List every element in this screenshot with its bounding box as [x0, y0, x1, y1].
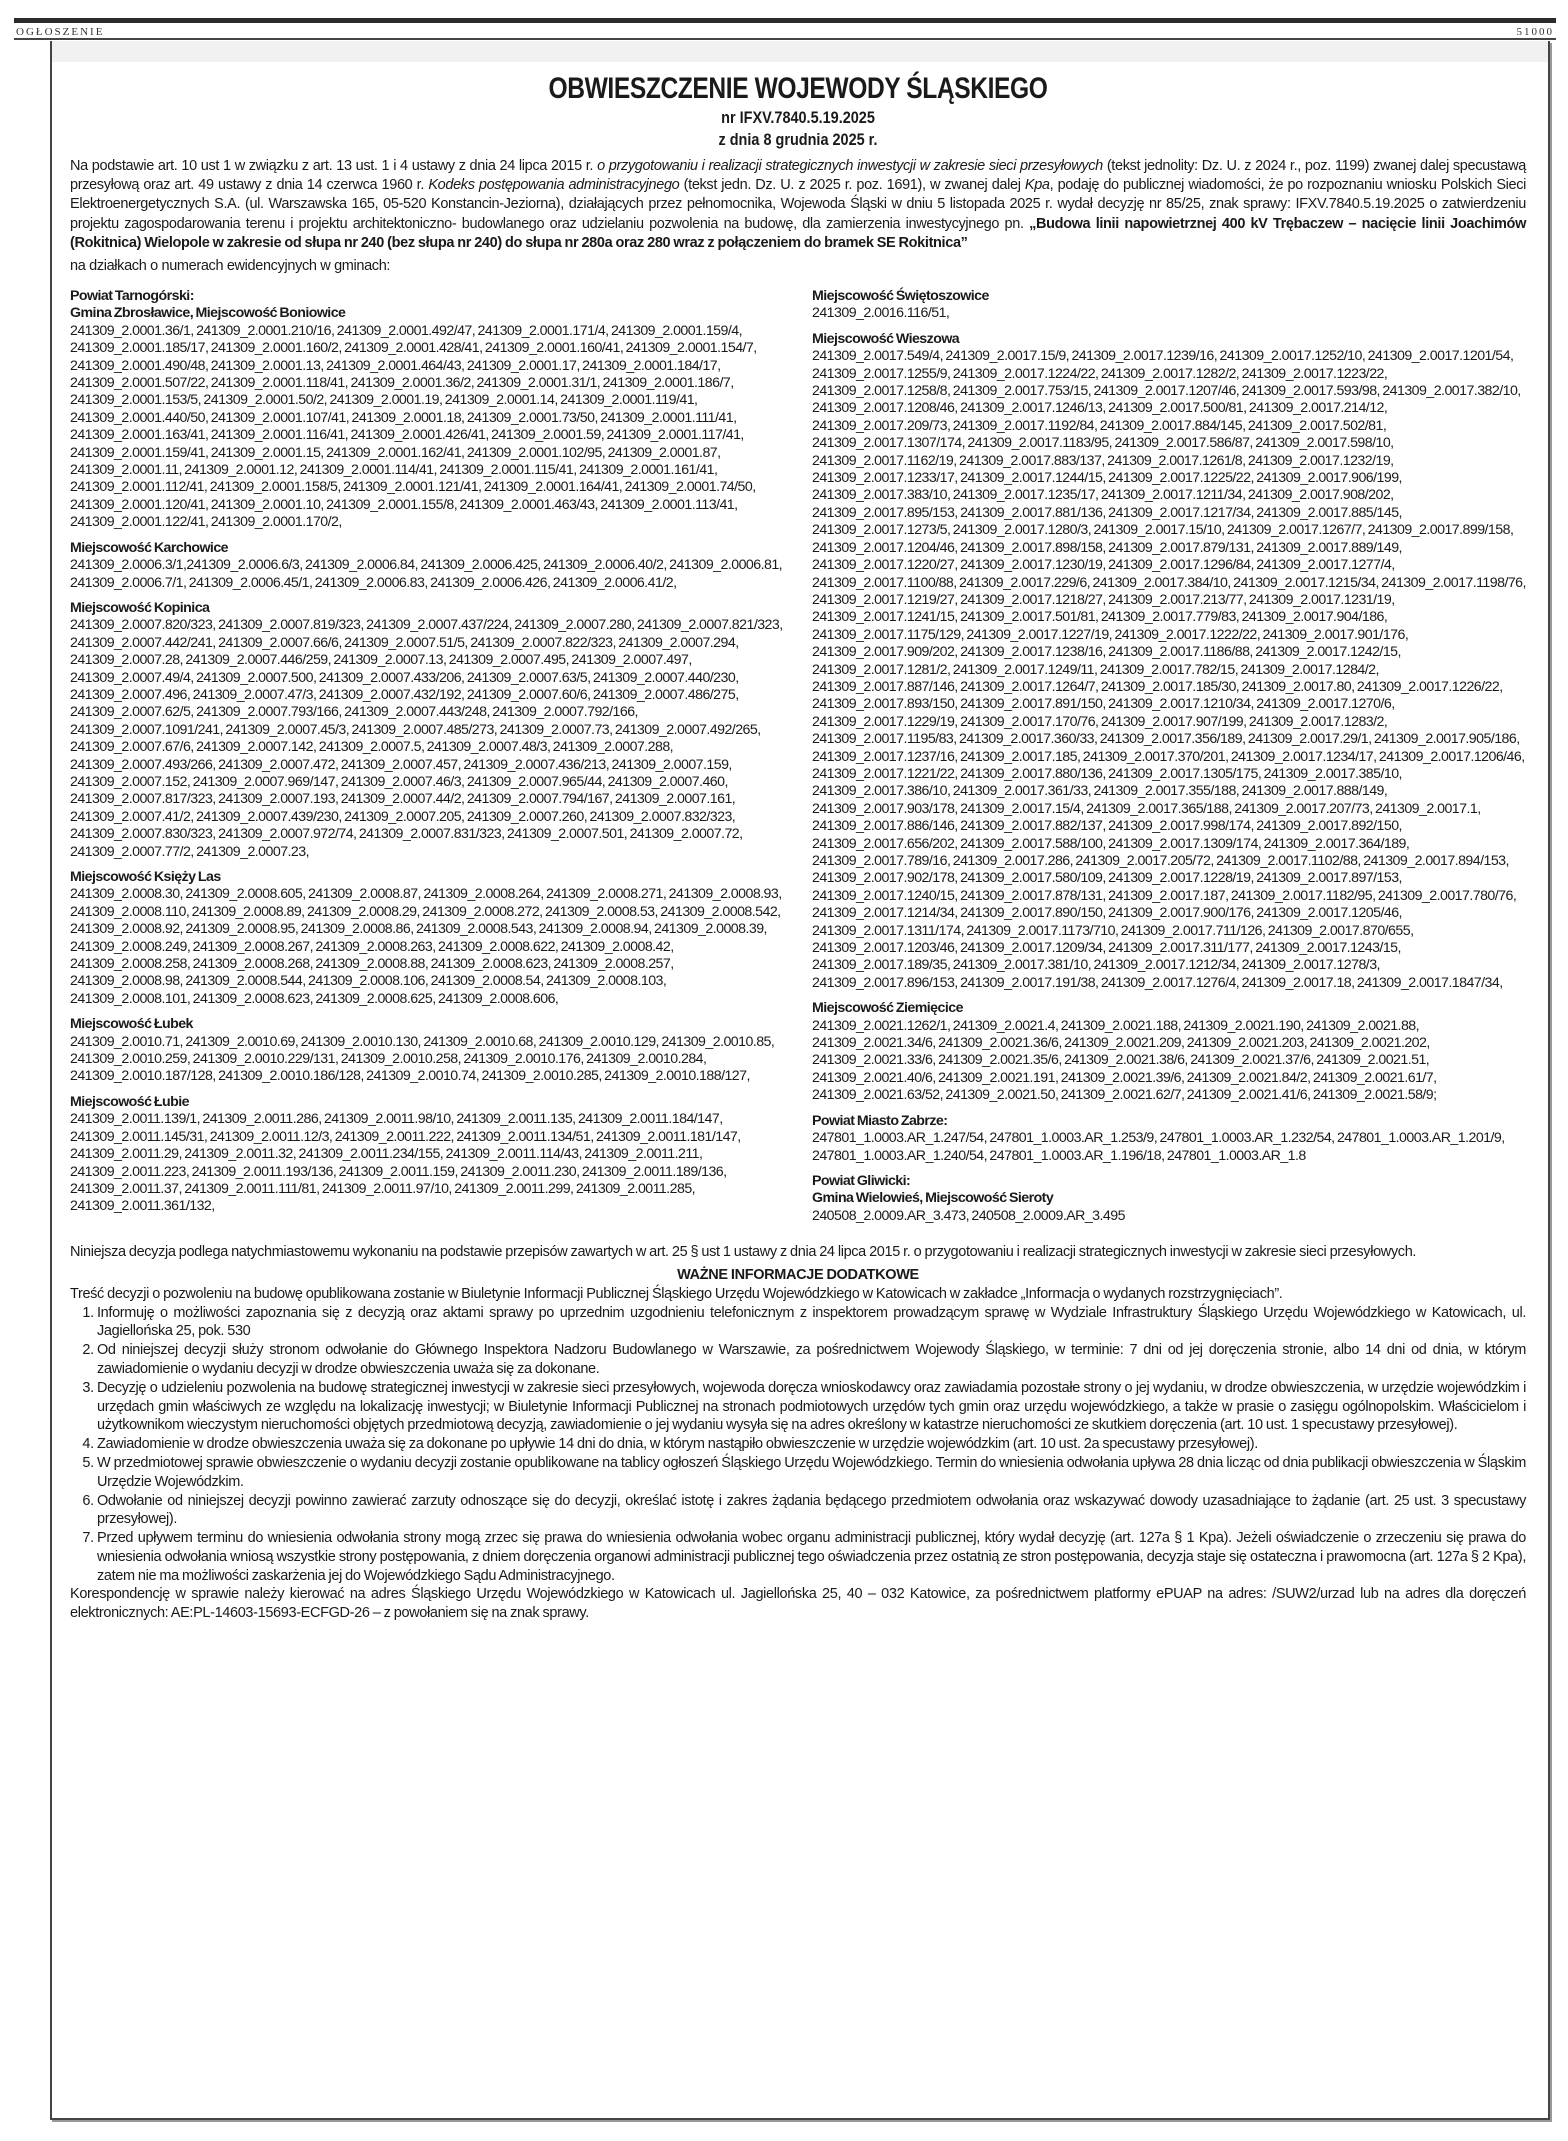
page-number: 51000 [1516, 26, 1554, 38]
running-header [14, 24, 1556, 38]
header-rule [14, 18, 1556, 23]
location-heading: Powiat Tarnogórski: [70, 288, 194, 305]
important-item: 6. Odwołanie od niniejszej decyzji powinno zawierać zarzuty odnoszące się do decyzji, określać istotę i zakres żądania będącego przedmiotem odwołania oraz wskazywać dowody uzasadniające to żądanie (art. 25 ust. 3 specustawy przesyłowej). [97, 1492, 1526, 1530]
location-heading: Miejscowość Kopinica [70, 599, 210, 616]
location-heading: Miejscowość Ziemięcice [812, 1000, 963, 1017]
location-heading: Miejscowość Łubek [70, 1016, 193, 1033]
parcel-list: 241309_2.0010.71, 241309_2.0010.69, 241309_2.0010.130, 241309_2.0010.68, 241309_2.0010.129, 241309_2.0010.85, 241309_2.0010.259, 241309_2.0010.229/131, 241309_2.0010.258, 241309_2.0010.176, 241309_2.0010.284, 241309_2.0010.187/128, 241309_2.0010.186/128, 241309_2.0010.74, 241309_2.0010.285, 241309_2.0010.188/127, [70, 1033, 775, 1085]
announcement-date: z dnia 8 grudnia 2025 r. [718, 130, 878, 149]
parcel-list: 241309_2.0008.30, 241309_2.0008.605, 241309_2.0008.87, 241309_2.0008.264, 241309_2.0008.271, 241309_2.0008.93, 241309_2.0008.110, 241309_2.0008.89, 241309_2.0008.29, 241309_2.0008.272, 241309_2.0008.53, 241309_2.0008.542, 241309_2.0008.92, 241309_2.0008.95, 241309_2.0008.86, 241309_2.0008.543, 241309_2.0008.94, 241309_2.0008.39, 241309_2.0008.249, 241309_2.0008.267, 241309_2.0008.263, 241309_2.0008.622, 241309_2.0008.42, 241309_2.0008.258, 241309_2.0008.268, 241309_2.0008.88, 241309_2.0008.623, 241309_2.0008.257, 241309_2.0008.98, 241309_2.0008.544, 241309_2.0008.106, 241309_2.0008.54, 241309_2.0008.103, 241309_2.0008.101, 241309_2.0008.623, 241309_2.0008.625, 241309_2.0008.606, [70, 886, 782, 1007]
header-divider [14, 38, 1556, 40]
location-heading: Powiat Gliwicki: [812, 1172, 911, 1189]
important-heading: WAŻNE INFORMACJE DODATKOWE [677, 1266, 919, 1283]
important-item: 2. Od niniejszej decyzji służy stronom odwołanie do Głównego Inspektora Nadzoru Budowlanego w Warszawie, za pośrednictwem Wojewody Śląskiego, w terminie: 7 dni od jej doręczenia stronie, albo 14 dni od dnia, w którym zawiadomienie o wydaniu decyzji w drodze obwieszczenia uważa się za dokonane. [97, 1341, 1526, 1379]
location-heading: Miejscowość Księży Las [70, 869, 221, 886]
parcel-list: 241309_2.0021.1262/1, 241309_2.0021.4, 241309_2.0021.188, 241309_2.0021.190, 241309_2.0021.88, 241309_2.0021.34/6, 241309_2.0021.36/6, 241309_2.0021.209, 241309_2.0021.203, 241309_2.0021.202, 241309_2.0021.33/6, 241309_2.0021.35/6, 241309_2.0021.38/6, 241309_2.0021.37/6, 241309_2.0021.51, 241309_2.0021.40/6, 241309_2.0021.191, 241309_2.0021.39/6, 241309_2.0021.84/2, 241309_2.0021.61/7, 241309_2.0021.63/52, 241309_2.0021.50, 241309_2.0021.62/7, 241309_2.0021.41/6, 241309_2.0021.58/9; [812, 1017, 1437, 1104]
parcel-list: 241309_2.0001.36/1, 241309_2.0001.210/16, 241309_2.0001.492/47, 241309_2.0001.171/4, 241309_2.0001.159/4, 241309_2.0001.185/17, 241309_2.0001.160/2, 241309_2.0001.428/41, 241309_2.0001.160/41, 241309_2.0001.154/7, 241309_2.0001.490/48, 241309_2.0001.13, 241309_2.0001.464/43, 241309_2.0001.17, 241309_2.0001.184/17, 241309_2.0001.507/22, 241309_2.0001.118/41, 241309_2.0001.36/2, 241309_2.0001.31/1, 241309_2.0001.186/7, 241309_2.0001.153/5, 241309_2.0001.50/2, 241309_2.0001.19, 241309_2.0001.14, 241309_2.0001.119/41, 241309_2.0001.440/50, 241309_2.0001.107/41, 241309_2.0001.18, 241309_2.0001.73/50, 241309_2.0001.111/41, 241309_2.0001.163/41, 241309_2.0001.116/41, 241309_2.0001.426/41, 241309_2.0001.59, 241309_2.0001.117/41, 241309_2.0001.159/41, 241309_2.0001.15, 241309_2.0001.162/41, 241309_2.0001.102/95, 241309_2.0001.87, 241309_2.0001.11, 241309_2.0001.12, 241309_2.0001.114/41, 241309_2.0001.115/41, 241309_2.0001.161/41, 241309_2.0001.112/41, 241309_2.0001.158/5, 241309_2.0001.121/41, 241309_2.0001.164/41, 241309_2.0001.74/50, 241309_2.0001.120/41, 241309_2.0001.10, 241309_2.0001.155/8, 241309_2.0001.463/43, 241309_2.0001.113/41, 241309_2.0001.122/41, 241309_2.0001.170/2, [70, 322, 757, 531]
parcel-list: 241309_2.0016.116/51, [812, 305, 950, 322]
parcel-columns [70, 288, 1526, 1225]
important-item: 7. Przed upływem terminu do wniesienia odwołania strony mogą zrzec się prawa do wniesienia odwołania wobec organu administracji publicznej, który wydał decyzję (art. 127a § 1 Kpa). Jeżeli oświadczenie o zrzeczeniu się prawa do wniesienia odwołania wniosą wszystkie strony postępowania, z dniem doręczenia organowi administracji publicznej tego oświadczenia przez ostatnią ze stron postępowania, decyzja staje się ostateczna i prawomocna (art. 127a § 2 Kpa), zatem nie ma możliwości zaskarżenia jej do Wojewódzkiego Sądu Administracyjnego. [97, 1529, 1526, 1585]
location-heading: Miejscowość Świętoszowice [812, 288, 989, 305]
important-lead: Treść decyzji o pozwoleniu na budowę opublikowana zostanie w Biuletynie Informacji Publicznej Śląskiego Urzędu Wojewódzkiego w Katowicach w zakładce „Informacja o wydanych rozstrzygnięciach”. [70, 1285, 1283, 1302]
execution-note: Niniejsza decyzja podlega natychmiastowemu wykonaniu na podstawie przepisów zawartych w art. 25 § ust 1 ustawy z dnia 24 lipca 2015 r. o przygotowaniu i realizacji strategicznych inwestycji w zakresie sieci przesyłowych. [70, 1244, 1417, 1261]
important-item: 3. Decyzję o udzieleniu pozwolenia na budowę strategicznej inwestycji w zakresie sieci przesyłowych, wojewoda doręcza wnioskodawcy oraz zawiadamia pozostałe strony o jej wydaniu, w drodze obwieszczenia, w urzędzie wojewódzkim i urzędach gmin właściwych ze względu na lokalizację inwestycji; w Biuletynie Informacji Publicznej na stronach podmiotowych urzędów tych gmin oraz urzędu wojewódzkiego, a także w prasie o zasięgu ogólnopolskim. Właścicielom i użytkownikom wieczystym nieruchomości objętych przedmiotową decyzją, zawiadomienie o jej wydaniu wysyła się na adres określony w katastrze nieruchomości ze skutkiem doręczenia (art. 10 ust. 1 specustawy przesyłowej). [97, 1379, 1526, 1435]
parcel-list: 241309_2.0007.820/323, 241309_2.0007.819/323, 241309_2.0007.437/224, 241309_2.0007.280, 241309_2.0007.821/323, 241309_2.0007.442/241, 241309_2.0007.66/6, 241309_2.0007.51/5, 241309_2.0007.822/323, 241309_2.0007.294, 241309_2.0007.28, 241309_2.0007.446/259, 241309_2.0007.13, 241309_2.0007.495, 241309_2.0007.497, 241309_2.0007.49/4, 241309_2.0007.500, 241309_2.0007.433/206, 241309_2.0007.63/5, 241309_2.0007.440/230, 241309_2.0007.496, 241309_2.0007.47/3, 241309_2.0007.432/192, 241309_2.0007.60/6, 241309_2.0007.486/275, 241309_2.0007.62/5, 241309_2.0007.793/166, 241309_2.0007.443/248, 241309_2.0007.792/166, 241309_2.0007.1091/241, 241309_2.0007.45/3, 241309_2.0007.485/273, 241309_2.0007.73, 241309_2.0007.492/265, 241309_2.0007.67/6, 241309_2.0007.142, 241309_2.0007.5, 241309_2.0007.48/3, 241309_2.0007.288, 241309_2.0007.493/266, 241309_2.0007.472, 241309_2.0007.457, 241309_2.0007.436/213, 241309_2.0007.159, 241309_2.0007.152, 241309_2.0007.969/147, 241309_2.0007.46/3, 241309_2.0007.965/44, 241309_2.0007.460, 241309_2.0007.817/323, 241309_2.0007.193, 241309_2.0007.44/2, 241309_2.0007.794/167, 241309_2.0007.161, 241309_2.0007.41/2, 241309_2.0007.439/230, 241309_2.0007.205, 241309_2.0007.260, 241309_2.0007.832/323, 241309_2.0007.830/323, 241309_2.0007.972/74, 241309_2.0007.831/323, 241309_2.0007.501, 241309_2.0007.72, 241309_2.0007.77/2, 241309_2.0007.23, [70, 617, 783, 860]
parcel-column-left [70, 288, 784, 1225]
intro-tail: na działkach o numerach ewidencyjnych w gminach: [70, 258, 391, 275]
parcel-list: 241309_2.0017.549/4, 241309_2.0017.15/9, 241309_2.0017.1239/16, 241309_2.0017.1252/10, 241309_2.0017.1201/54, 241309_2.0017.1255/9, 241309_2.0017.1224/22, 241309_2.0017.1282/2, 241309_2.0017.1223/22, 241309_2.0017.1258/8, 241309_2.0017.753/15, 241309_2.0017.1207/46, 241309_2.0017.593/98, 241309_2.0017.382/10, 241309_2.0017.1208/46, 241309_2.0017.1246/13, 241309_2.0017.500/81, 241309_2.0017.214/12, 241309_2.0017.209/73, 241309_2.0017.1192/84, 241309_2.0017.884/145, 241309_2.0017.502/81, 241309_2.0017.1307/174, 241309_2.0017.1183/95, 241309_2.0017.586/87, 241309_2.0017.598/10, 241309_2.0017.1162/19, 241309_2.0017.883/137, 241309_2.0017.1261/8, 241309_2.0017.1232/19, 241309_2.0017.1233/17, 241309_2.0017.1244/15, 241309_2.0017.1225/22, 241309_2.0017.906/199, 241309_2.0017.383/10, 241309_2.0017.1235/17, 241309_2.0017.1211/34, 241309_2.0017.908/202, 241309_2.0017.895/153, 241309_2.0017.881/136, 241309_2.0017.1217/34, 241309_2.0017.885/145, 241309_2.0017.1273/5, 241309_2.0017.1280/3, 241309_2.0017.15/10, 241309_2.0017.1267/7, 241309_2.0017.899/158, 241309_2.0017.1204/46, 241309_2.0017.898/158, 241309_2.0017.879/131, 241309_2.0017.889/149, 241309_2.0017.1220/27, 241309_2.0017.1230/19, 241309_2.0017.1296/84, 241309_2.0017.1277/4, 241309_2.0017.1100/88, 241309_2.0017.229/6, 241309_2.0017.384/10, 241309_2.0017.1215/34, 241309_2.0017.1198/76, 241309_2.0017.1219/27, 241309_2.0017.1218/27, 241309_2.0017.213/77, 241309_2.0017.1231/19, 241309_2.0017.1241/15, 241309_2.0017.501/81, 241309_2.0017.779/83, 241309_2.0017.904/186, 241309_2.0017.1175/129, 241309_2.0017.1227/19, 241309_2.0017.1222/22, 241309_2.0017.901/176, 241309_2.0017.909/202, 241309_2.0017.1238/16, 241309_2.0017.1186/88, 241309_2.0017.1242/15, 241309_2.0017.1281/2, 241309_2.0017.1249/11, 241309_2.0017.782/15, 241309_2.0017.1284/2, 241309_2.0017.887/146, 241309_2.0017.1264/7, 241309_2.0017.185/30, 241309_2.0017.80, 241309_2.0017.1226/22, 241309_2.0017.893/150, 241309_2.0017.891/150, 241309_2.0017.1210/34, 241309_2.0017.1270/6, 241309_2.0017.1229/19, 241309_2.0017.170/76, 241309_2.0017.907/199, 241309_2.0017.1283/2, 241309_2.0017.1195/83, 241309_2.0017.360/33, 241309_2.0017.356/189, 241309_2.0017.29/1, 241309_2.0017.905/186, 241309_2.0017.1237/16, 241309_2.0017.185, 241309_2.0017.370/201, 241309_2.0017.1234/17, 241309_2.0017.1206/46, 241309_2.0017.1221/22, 241309_2.0017.880/136, 241309_2.0017.1305/175, 241309_2.0017.385/10, 241309_2.0017.386/10, 241309_2.0017.361/33, 241309_2.0017.355/188, 241309_2.0017.888/149, 241309_2.0017.903/178, 241309_2.0017.15/4, 241309_2.0017.365/188, 241309_2.0017.207/73, 241309_2.0017.1, 241309_2.0017.886/146, 241309_2.0017.882/137, 241309_2.0017.998/174, 241309_2.0017.892/150, 241309_2.0017.656/202, 241309_2.0017.588/100, 241309_2.0017.1309/174, 241309_2.0017.364/189, 241309_2.0017.789/16, 241309_2.0017.286, 241309_2.0017.205/72, 241309_2.0017.1102/88, 241309_2.0017.894/153, 241309_2.0017.902/178, 241309_2.0017.580/109, 241309_2.0017.1228/19, 241309_2.0017.897/153, 241309_2.0017.1240/15, 241309_2.0017.878/131, 241309_2.0017.187, 241309_2.0017.1182/95, 241309_2.0017.780/76, 241309_2.0017.1214/34, 241309_2.0017.890/150, 241309_2.0017.900/176, 241309_2.0017.1205/46, 241309_2.0017.1311/174, 241309_2.0017.1173/710, 241309_2.0017.711/126, 241309_2.0017.870/655, 241309_2.0017.1203/46, 241309_2.0017.1209/34, 241309_2.0017.311/177, 241309_2.0017.1243/15, 241309_2.0017.189/35, 241309_2.0017.381/10, 241309_2.0017.1212/34, 241309_2.0017.1278/3, 241309_2.0017.896/153, 241309_2.0017.191/38, 241309_2.0017.1276/4, 241309_2.0017.18, 241309_2.0017.1847/34, [812, 348, 1526, 991]
correspondence-note: Korespondencję w sprawie należy kierować na adres Śląskiego Urzędu Wojewódzkiego w Katowicach ul. Jagiellońska 25, 40 – 032 Katowice, za pośrednictwem platformy ePUAP na adres: /SUW2/urzad lub na adres dla doręczeń elektronicznych: AE:PL-14603-15693-ECFGD-26 – z powołaniem się na znak sprawy. [70, 1586, 1526, 1622]
location-heading: Miejscowość Karchowice [70, 539, 229, 556]
parcel-column-right [812, 288, 1526, 1225]
location-heading: Miejscowość Wieszowa [812, 330, 960, 347]
announcement-top-band [52, 41, 1548, 62]
section-label: OGŁOSZENIE [16, 26, 105, 38]
announcement-content [70, 71, 1526, 1623]
location-heading: Gmina Wielowieś, Miejscowość Sieroty [812, 1190, 1054, 1207]
important-item: 1. Informuję o możliwości zapoznania się z decyzją oraz aktami sprawy po uprzednim uzgodnieniu telefonicznym z inspektorem prowadzącym sprawę w Wydziale Infrastruktury Śląskiego Urzędu Wojewódzkiego w Katowicach, ul. Jagiellońska 25, pok. 530 [97, 1304, 1526, 1342]
parcel-list: 241309_2.0011.139/1, 241309_2.0011.286, 241309_2.0011.98/10, 241309_2.0011.135, 241309_2.0011.184/147, 241309_2.0011.145/31, 241309_2.0011.12/3, 241309_2.0011.222, 241309_2.0011.134/51, 241309_2.0011.181/147, 241309_2.0011.29, 241309_2.0011.32, 241309_2.0011.234/155, 241309_2.0011.114/43, 241309_2.0011.211, 241309_2.0011.223, 241309_2.0011.193/136, 241309_2.0011.159, 241309_2.0011.230, 241309_2.0011.189/136, 241309_2.0011.37, 241309_2.0011.111/81, 241309_2.0011.97/10, 241309_2.0011.299, 241309_2.0011.285, 241309_2.0011.361/132, [70, 1111, 741, 1215]
location-heading: Miejscowość Łubie [70, 1093, 189, 1110]
parcel-list: 241309_2.0006.3/1,241309_2.0006.6/3, 241309_2.0006.84, 241309_2.0006.425, 241309_2.0006.40/2, 241309_2.0006.81, 241309_2.0006.7/1, 241309_2.0006.45/1, 241309_2.0006.83, 241309_2.0006.426, 241309_2.0006.41/2, [70, 557, 783, 591]
important-item: 4. Zawiadomienie w drodze obwieszczenia uważa się za dokonane po upływie 14 dni do dnia, w którym nastąpiło obwieszczenie w urzędzie wojewódzkim (art. 10 ust. 2a specustawy przesyłowej). [97, 1435, 1526, 1454]
announcement-number: nr IFXV.7840.5.19.2025 [721, 108, 875, 127]
parcel-list: 247801_1.0003.AR_1.247/54, 247801_1.0003.AR_1.253/9, 247801_1.0003.AR_1.232/54, 247801_1.0003.AR_1.201/9, 247801_1.0003.AR_1.240/54, 247801_1.0003.AR_1.196/18, 247801_1.0003.AR_1.8 [812, 1130, 1505, 1164]
parcel-list: 240508_2.0009.AR_3.473, 240508_2.0009.AR_3.495 [812, 1207, 1125, 1224]
important-list [70, 1304, 1526, 1586]
important-item: 5. W przedmiotowej sprawie obwieszczenie o wydaniu decyzji zostanie opublikowane na tablicy ogłoszeń Śląskiego Urzędu Wojewódzkiego. Termin do wniesienia odwołania upływa 28 dnia licząc od dnia publikacji obwieszczenia w Śląskim Urzędzie Wojewódzkim. [97, 1454, 1526, 1492]
location-heading: Gmina Zbrosławice, Miejscowość Boniowice [70, 305, 346, 322]
investment-name: „Budowa linii napowietrznej 400 kV Trębaczew – nacięcie linii Joachimów (Rokitnica) Wielopole w zakresie od słupa nr 240 (bez słupa nr 240) do słupa nr 280a oraz 280 wraz z połączeniem do bramek SE Rokitnica” [70, 215, 1526, 251]
announcement-box [50, 41, 1550, 2120]
announcement-title: OBWIESZCZENIE WOJEWODY ŚLĄSKIEGO [548, 72, 1048, 105]
intro-paragraph: Na podstawie art. 10 ust 1 w związku z art. 13 ust. 1 i 4 ustawy z dnia 24 lipca 2015 r. o przygotowaniu i realizacji strategicznych inwestycji w zakresie sieci przesyłowych (tekst jednolity: Dz. U. z 2024 r., poz. 1199) zwanej dalej specustawą przesyłową oraz art. 49 ustawy z dnia 14 czerwca 1960 r. Kodeks postępowania administracyjnego (tekst jedn. Dz. U. z 2025 r. poz. 1691), w zwanej dalej Kpa, podaję do publicznej wiadomości, że po rozpoznaniu wniosku Polskich Sieci Elektroenergetycznych S.A. (ul. Warszawska 165, 05-520 Konstancin-Jeziorna), działających przez pełnomocnika, Wojewoda Śląski w dniu 5 listopada 2025 r. wydał decyzję nr 85/25, znak sprawy: IFXV.7840.5.19.2025 o zatwierdzeniu projektu zagospodarowania terenu i projektu architektoniczno- budowlanego oraz udzielaniu pozwolenia na budowę, dla zamierzenia inwestycyjnego pn. „Budowa linii napowietrznej 400 kV Trębaczew – nacięcie linii Joachimów (Rokitnica) Wielopole w zakresie od słupa nr 240 (bez słupa nr 240) do słupa nr 280a oraz 280 wraz z połączeniem do bramek SE Rokitnica” [70, 158, 1526, 251]
location-heading: Powiat Miasto Zabrze: [812, 1112, 948, 1129]
important-section [70, 1243, 1526, 1623]
